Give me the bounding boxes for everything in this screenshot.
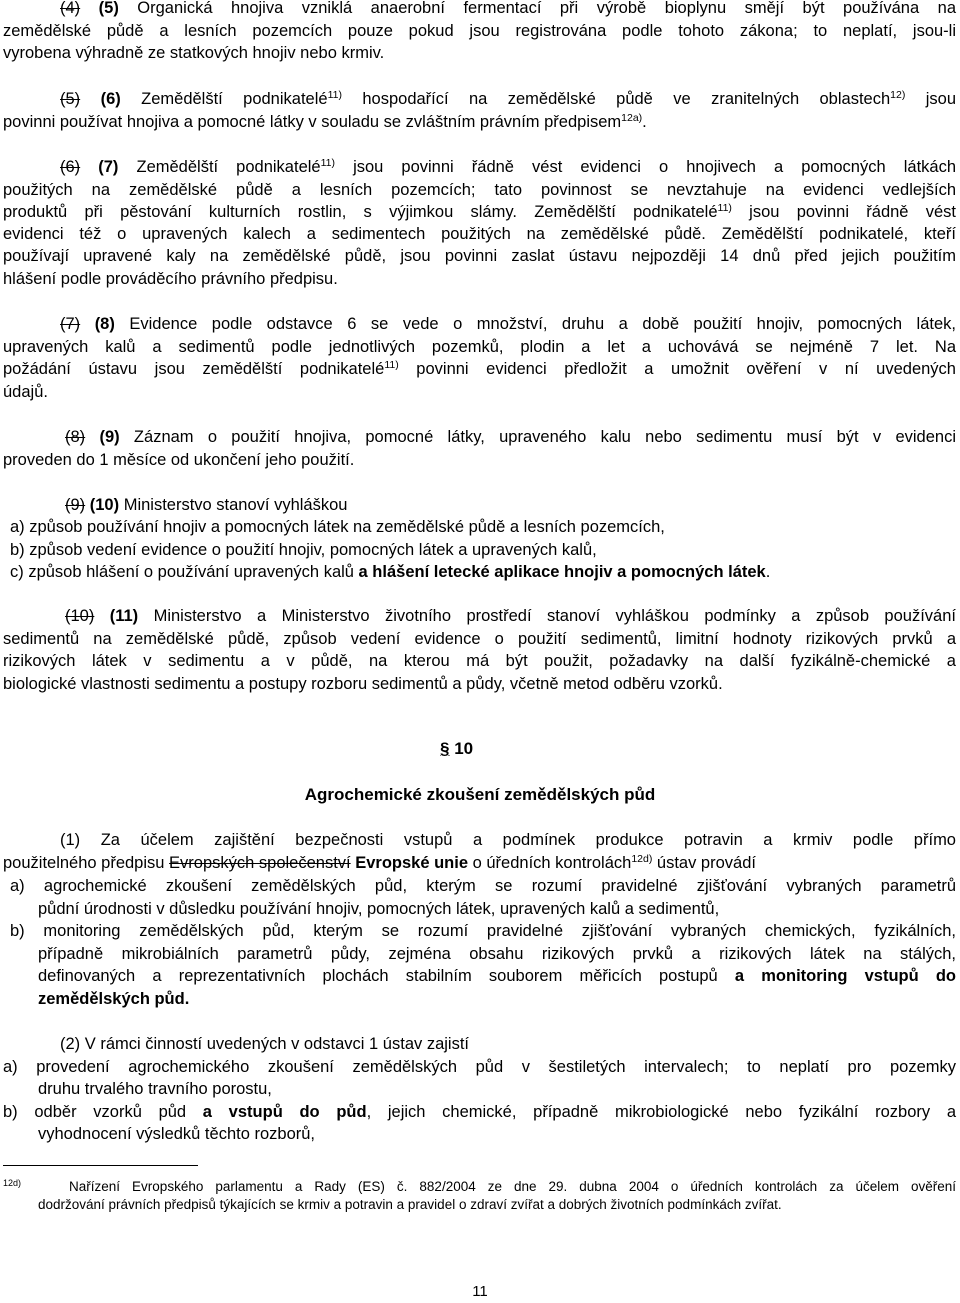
subsection-2-line-1: (2) V rámci činností uvedených v odstavci 1 ústav zajistí xyxy=(60,1035,470,1053)
footnote-separator xyxy=(3,1165,198,1166)
page-number: 11 xyxy=(472,1283,488,1300)
deleted-number: (4) xyxy=(60,0,81,17)
subsection-1-item-b-line-4: zemědělských půd. xyxy=(38,990,190,1008)
paragraph-text: . xyxy=(765,563,771,581)
footnote-ref: 12d) xyxy=(631,853,653,865)
paragraph-6-line-1 xyxy=(60,88,956,110)
paragraph-9-line-1 xyxy=(65,426,956,448)
paragraph-text: Evidence podle odstavce 6 se vede o množství, druhu a době použití hnojiv, pomocných látek, xyxy=(114,315,956,333)
inserted-number: (5) xyxy=(98,0,119,17)
footnote-line-1 xyxy=(3,1178,956,1196)
paragraph-text: Organická hnojiva vzniklá anaerobní fermentací při výrobě bioplynu smějí být používána na xyxy=(118,0,956,17)
paragraph-text: použitelného předpisu xyxy=(3,854,170,872)
paragraph-text: jsou povinni řádně vést xyxy=(731,203,956,221)
section-title: Agrochemické zkoušení zemědělských půd xyxy=(304,785,656,804)
paragraph-text: c) způsob hlášení o používání upravených kalů xyxy=(10,563,359,581)
inserted-number: (6) xyxy=(100,90,121,108)
paragraph-text: Ministerstvo stanoví vyhláškou xyxy=(119,496,348,514)
inserted-number: (9) xyxy=(99,428,120,446)
paragraph-text: Záznam o použití hnojiva, pomocné látky, upraveného kalu nebo sedimentu musí být v evidenci xyxy=(119,428,956,446)
subsection-2-item-b-line-1 xyxy=(3,1101,956,1123)
deleted-number: (7) xyxy=(60,315,81,333)
paragraph-8-line-1 xyxy=(60,313,956,335)
paragraph-9-line-2: proveden do 1 měsíce od ukončení jeho použití. xyxy=(3,451,355,469)
paragraph-5-line-1 xyxy=(60,0,956,19)
subsection-2-item-b-line-2: vyhodnocení výsledků těchto rozborů, xyxy=(38,1125,315,1143)
footnote-ref: 11) xyxy=(320,157,335,169)
paragraph-7-line-1 xyxy=(60,156,956,178)
deleted-number: (9) xyxy=(65,496,86,514)
inserted-text: Evropské unie xyxy=(350,854,469,872)
list-item-b: b) způsob vedení evidence o použití hnojiv, pomocných látek a upravených kalů, xyxy=(10,541,597,559)
paragraph-5-line-3: vyrobena výhradně ze statkových hnojiv nebo krmiv. xyxy=(3,44,385,62)
paragraph-7-line-5: používají upravené kaly na zemědělské půdě, jsou povinni zaslat ústavu nejpozději 14 dnů před jejich použitím xyxy=(3,247,956,265)
section-sign: § xyxy=(440,739,450,758)
paragraph-text: Zemědělští podnikatelé xyxy=(118,158,321,176)
subsection-2-item-a-line-1: a) provedení agrochemického zkoušení zemědělských půd v šestiletých intervalech; to neplatí pro pozemky xyxy=(3,1058,956,1076)
paragraph-text: b) odběr vzorků půd xyxy=(3,1103,187,1121)
paragraph-text: produktů při pěstování kulturních rostlin, s výjimkou slámy. xyxy=(3,203,517,221)
paragraph-text: o úředních kontrolách xyxy=(468,854,632,872)
paragraph-text: , jejich chemické, případně mikrobiologické nebo fyzikální rozbory a xyxy=(366,1103,956,1121)
paragraph-text: Zemědělští podnikatelé xyxy=(120,90,328,108)
paragraph-text: jsou povinni řádně vést evidenci o hnojivech a pomocných látkách xyxy=(335,158,957,176)
inserted-number: (10) xyxy=(89,496,120,514)
subsection-2-item-a-line-2: druhu trvalého travního porostu, xyxy=(38,1080,272,1098)
paragraph-11-line-1 xyxy=(65,605,956,627)
footnote-ref: 11) xyxy=(384,359,399,371)
deleted-number: (6) xyxy=(60,158,81,176)
footnote-ref: 12a) xyxy=(621,112,643,124)
paragraph-7-line-2: použitých na zemědělské půdě a lesních pozemcích; tato povinnost se nevztahuje na evidenci vedlejších xyxy=(3,181,956,199)
paragraph-11-line-4: biologické vlastnosti sedimentu a postupy rozboru sedimentů a půdy, včetně metod odběru vzorků. xyxy=(3,675,723,693)
deleted-text: Evropských společenství xyxy=(169,854,351,872)
paragraph-text: . xyxy=(642,113,647,131)
paragraph-text: požádání ústavu jsou zemědělští podnikatelé xyxy=(3,360,385,378)
footnote-ref: 11) xyxy=(717,202,732,214)
paragraph-7-line-6: hlášení podle prováděcího právního předpisu. xyxy=(3,270,338,288)
subsection-1-item-a-line-2: půdní úrodnosti v důsledku používání hnojiv, pomocných látek, upravených kalů a sedimentů, xyxy=(38,900,720,918)
footnote-line-2: dodržování právních předpisů týkajících se krmiv a potravin a pravidel o zdraví zvířat a dobrých životních podmínkách zvířat. xyxy=(38,1197,782,1212)
paragraph-text: Ministerstvo a Ministerstvo životního prostředí stanoví vyhláškou podmínky a způsob používání xyxy=(138,607,956,625)
inserted-text: a vstupů do půd xyxy=(186,1103,367,1121)
paragraph-11-line-3: rizikových látek v sedimentu a v půdě, na kterou má být použit, požadavky na další fyzikálně-chemické a xyxy=(3,652,956,670)
subsection-1-item-b-line-1: b) monitoring zemědělských půd, kterým se rozumí pravidelné zjišťování vybraných chemických, fyzikálních, xyxy=(10,922,956,940)
paragraph-text: povinni používat hnojiva a pomocné látky v souladu se zvláštním právním předpisem xyxy=(3,113,622,131)
paragraph-text: evidenci též o upravených kalech a sedimentech použitých na zemědělské půdě. xyxy=(3,225,706,243)
inserted-number: (8) xyxy=(94,315,115,333)
section-number xyxy=(440,738,473,760)
paragraph-text: definovaných a reprezentativních plochách stabilním souborem měřicích postupů xyxy=(38,967,718,985)
list-item-c xyxy=(10,561,770,583)
paragraph-8-line-3 xyxy=(3,358,956,380)
subsection-1-item-b-line-2: případně mikrobiálních parametrů půdy, zejména obsahu rizikových prvků a rizikových látek na stálých, xyxy=(38,945,956,963)
subsection-1-item-a-line-1: a) agrochemické zkoušení zemědělských půd, kterým se rozumí pravidelné zjišťování vybraných parametrů xyxy=(10,877,956,895)
footnote-ref: 11) xyxy=(327,89,342,101)
paragraph-text: Zemědělští podnikatelé, kteří xyxy=(705,225,956,243)
paragraph-text: ústav provádí xyxy=(652,854,756,872)
list-item-a: a) způsob používání hnojiv a pomocných látek na zemědělské půdě a lesních pozemcích, xyxy=(10,518,665,536)
deleted-number: (5) xyxy=(60,90,81,108)
paragraph-7-line-3 xyxy=(3,201,956,223)
paragraph-5-line-2: zemědělské půdě a lesních pozemcích pouze pokud jsou registrována podle tohoto zákona; to neplatí, jsou-li xyxy=(3,22,956,40)
paragraph-11-line-2: sedimentů na zemědělské půdě, způsob vedení evidence o použití sedimentů, limitní hodnoty rizikových prvků a xyxy=(3,630,956,648)
inserted-text: a hlášení letecké aplikace hnojiv a pomocných látek xyxy=(358,563,766,581)
footnote-ref: 12) xyxy=(890,89,906,101)
subsection-1-line-2 xyxy=(3,852,756,874)
section-num: 10 xyxy=(449,739,474,758)
footnote-text: Nařízení Evropského parlamentu a Rady (ES) č. 882/2004 ze dne 29. dubna 2004 o úředních kontrolách za účelem ověření xyxy=(69,1179,956,1194)
deleted-number: (8) xyxy=(65,428,86,446)
paragraph-8-line-4: údajů. xyxy=(3,383,48,401)
paragraph-text: povinni evidenci předložit a umožnit ověření v ní uvedených xyxy=(398,360,956,378)
paragraph-text: Zemědělští podnikatelé xyxy=(516,203,718,221)
paragraph-7-line-4 xyxy=(3,223,956,245)
paragraph-8-line-2: upravených kalů a sedimentů podle jednotlivých pozemků, plodin a let a uchovává se nejméně 7 let. Na xyxy=(3,338,956,356)
subsection-1-line-1: (1) Za účelem zajištění bezpečnosti vstupů a podmínek produkce potravin a krmiv podle přímo xyxy=(60,831,956,849)
paragraph-text: hospodařící na zemědělské půdě ve zranitelných oblastech xyxy=(341,90,891,108)
subsection-1-item-b-line-3 xyxy=(38,965,956,987)
paragraph-text: jsou xyxy=(905,90,957,108)
deleted-number: (10) xyxy=(65,607,95,625)
paragraph-10-line-1 xyxy=(65,494,347,516)
inserted-text: a monitoring vstupů do xyxy=(717,967,957,985)
inserted-number: (11) xyxy=(109,607,139,625)
footnote-mark: 12d) xyxy=(3,1178,22,1188)
paragraph-6-line-2 xyxy=(3,111,647,133)
inserted-number: (7) xyxy=(98,158,119,176)
